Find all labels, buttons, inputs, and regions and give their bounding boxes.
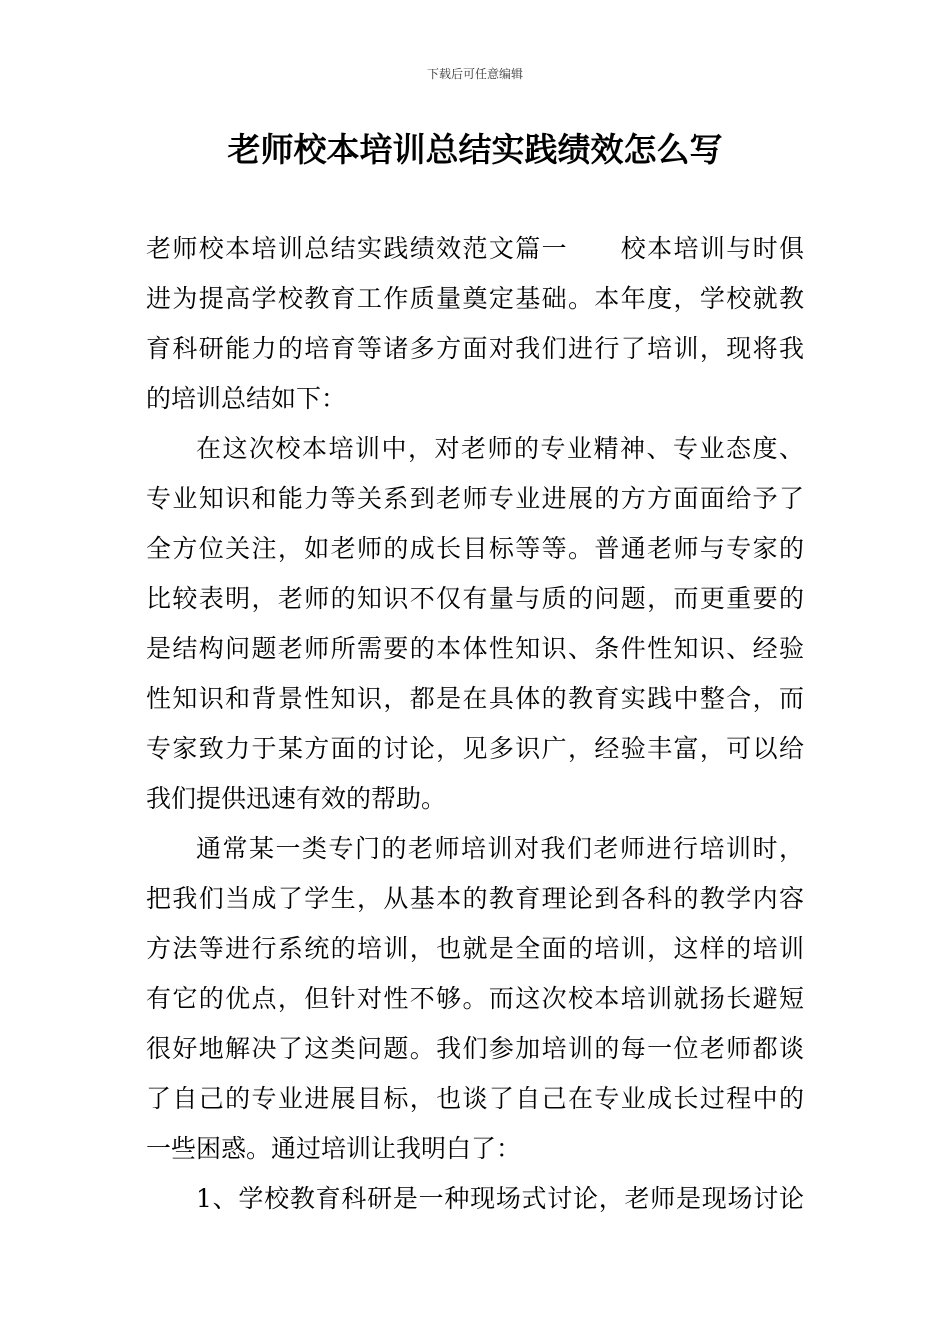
text-line: 方法等进行系统的培训，也就是全面的培训，这样的培训 (146, 934, 804, 963)
paragraph-2 (146, 424, 804, 824)
text-line: 1、学校教育科研是一种现场式讨论，老师是现场讨论 (196, 1184, 804, 1213)
header-note: 下载后可任意编辑 (426, 67, 523, 81)
text-line: 育科研能力的培育等诸多方面对我们进行了培训，现将我 (146, 334, 804, 363)
text-line: 是结构问题老师所需要的本体性知识、条件性知识、经验 (146, 634, 804, 663)
paragraph-3 (146, 824, 804, 1174)
text-line: 通常某一类专门的老师培训对我们老师进行培训时， (196, 834, 804, 863)
text-line: 的培训总结如下： (146, 384, 347, 413)
text-line: 很好地解决了这类问题。我们参加培训的每一位老师都谈 (146, 1034, 804, 1063)
text-line: 在这次校本培训中，对老师的专业精神、专业态度、 (196, 434, 804, 463)
text-line: 比较表明，老师的知识不仅有量与质的问题，而更重要的 (146, 584, 804, 613)
paragraph-4 (146, 1174, 804, 1224)
text-line: 老师校本培训总结实践绩效范文篇一 校本培训与时俱 (146, 234, 804, 263)
text-line: 性知识和背景性知识，都是在具体的教育实践中整合，而 (146, 684, 804, 713)
text-line: 专业知识和能力等关系到老师专业进展的方方面面给予了 (146, 484, 804, 513)
paragraph-1 (146, 224, 804, 424)
text-line: 了自己的专业进展目标，也谈了自己在专业成长过程中的 (146, 1084, 804, 1113)
document-body (146, 224, 804, 1224)
text-line: 把我们当成了学生，从基本的教育理论到各科的教学内容 (146, 884, 804, 913)
text-line: 全方位关注，如老师的成长目标等等。普通老师与专家的 (146, 534, 804, 563)
text-line: 专家致力于某方面的讨论，见多识广，经验丰富，可以给 (146, 734, 804, 763)
document-title: 老师校本培训总结实践绩效怎么写 (227, 130, 723, 169)
text-line: 我们提供迅速有效的帮助。 (146, 784, 447, 813)
text-line: 进为提高学校教育工作质量奠定基础。本年度，学校就教 (146, 284, 804, 313)
text-line: 一些困惑。通过培训让我明白了： (146, 1134, 522, 1163)
text-line: 有它的优点，但针对性不够。而这次校本培训就扬长避短 (146, 984, 804, 1013)
